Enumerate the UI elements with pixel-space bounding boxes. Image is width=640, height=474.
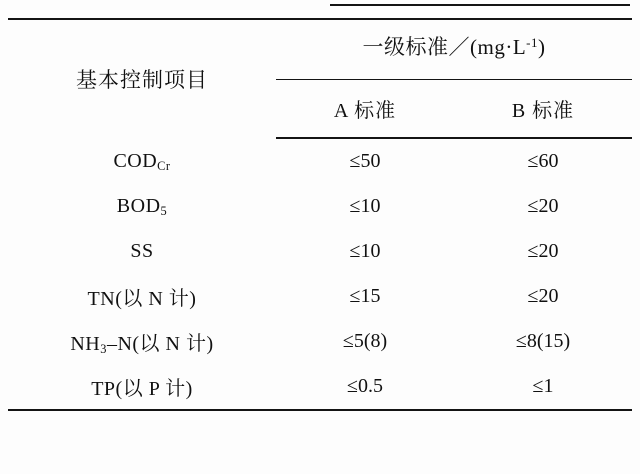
table-header-row-group bbox=[8, 19, 632, 79]
row-value-a-tp: ≤0.5 bbox=[276, 364, 454, 410]
row-value-a-ss: ≤10 bbox=[349, 240, 381, 262]
group-header-exponent: -1 bbox=[526, 35, 538, 51]
table-row bbox=[8, 274, 632, 319]
row-value-b-ss: ≤20 bbox=[527, 240, 559, 262]
row-item-tn: TN(以 N 计) bbox=[87, 288, 197, 310]
row-item-ss: SS bbox=[130, 240, 154, 262]
row-value-b-bod: ≤20 bbox=[527, 195, 559, 217]
row-value-b-tp: ≤1 bbox=[454, 364, 632, 410]
row-value-b-nh3n: ≤8(15) bbox=[515, 330, 571, 352]
row-item-tp: TP(以 P 计) bbox=[8, 364, 276, 410]
group-column-header-text: 一级标准$/(mg\cdot L^{-1})$ bbox=[362, 35, 546, 60]
table-row bbox=[8, 364, 632, 410]
row-value-a-tn: ≤15 bbox=[349, 285, 381, 307]
row-item-cod: $COD_{Cr}$ bbox=[113, 149, 171, 173]
subheader-a-standard: A 标准 bbox=[276, 79, 454, 138]
table-row bbox=[8, 138, 632, 184]
table-row bbox=[8, 184, 632, 229]
row-value-b-tn: ≤20 bbox=[527, 285, 559, 307]
top-horizontal-rule bbox=[330, 4, 630, 6]
row-item-bod: $BOD_5$ bbox=[116, 195, 168, 219]
row-value-a-bod: ≤10 bbox=[349, 195, 381, 217]
standards-table-container bbox=[8, 18, 632, 411]
table-row bbox=[8, 319, 632, 364]
row-value-a-nh3n: ≤5(8) bbox=[342, 330, 388, 352]
subheader-b-standard: B 标准 bbox=[454, 79, 632, 138]
standards-table bbox=[8, 18, 632, 411]
group-column-header bbox=[276, 19, 632, 79]
row-value-b-cod: ≤60 bbox=[527, 150, 559, 172]
table-row bbox=[8, 229, 632, 274]
row-value-a-cod: ≤50 bbox=[349, 150, 381, 172]
row-item-nh3n: $NH_3-N$(以 N 计) bbox=[70, 333, 214, 357]
item-column-header: 基本控制项目 bbox=[8, 19, 276, 138]
